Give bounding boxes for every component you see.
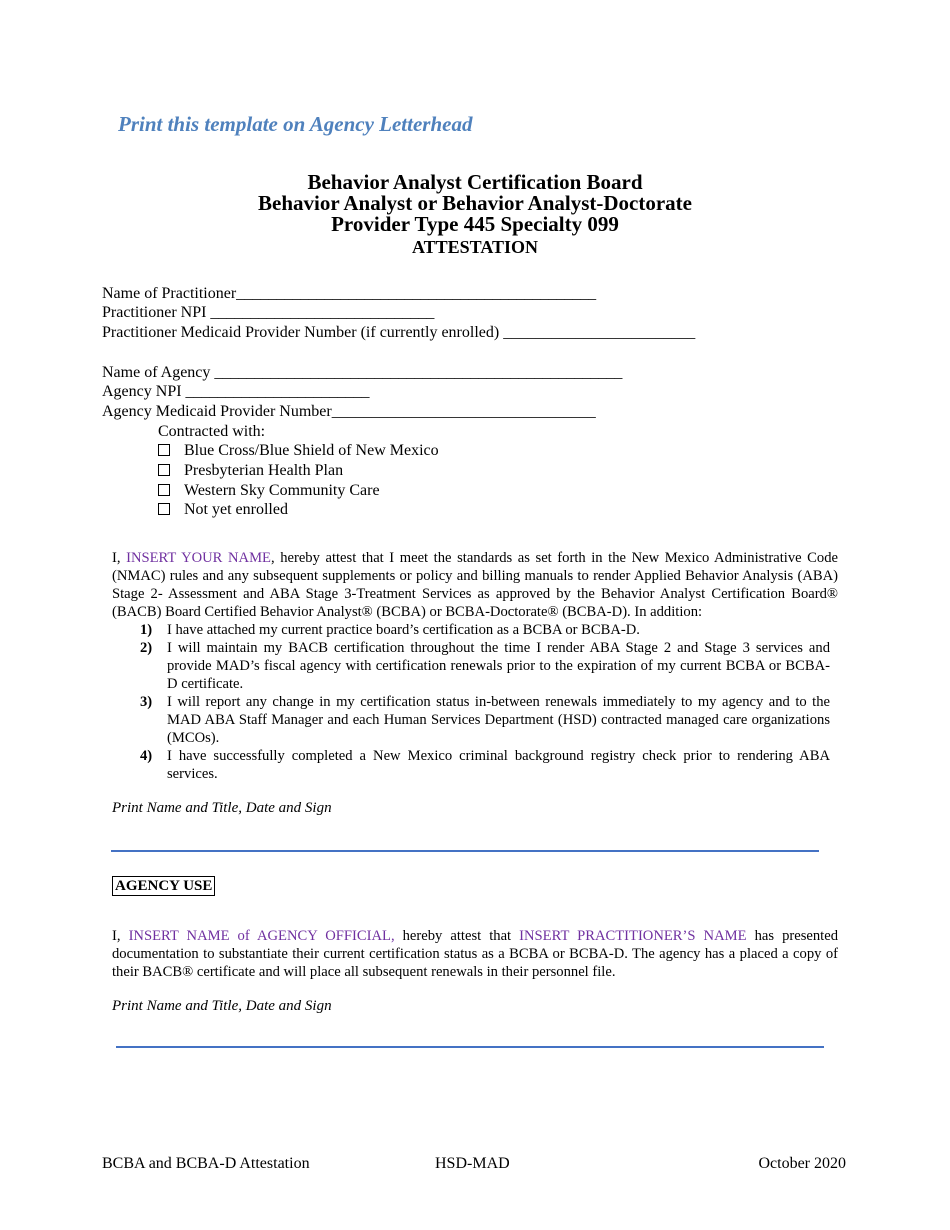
item-number: 1) [140, 622, 153, 638]
item-text: I will report any change in my certification status in-between renewals immediately to my agency and to the MAD ABA Staff Manager and each Human Services Department (HSD) contracted managed care organizations (MCOs). [167, 694, 830, 746]
footer-left: BCBA and BCBA-D Attestation [102, 1155, 310, 1172]
list-item [140, 621, 830, 639]
document-title [0, 172, 950, 259]
contract-option-label: Not yet enrolled [184, 501, 288, 518]
insert-agency-official: INSERT NAME of AGENCY OFFICIAL, [128, 928, 395, 944]
insert-practitioner-name: INSERT PRACTITIONER’S NAME [519, 928, 747, 944]
list-item [140, 747, 830, 783]
contract-option-label: Blue Cross/Blue Shield of New Mexico [184, 442, 439, 459]
item-number: 2) [140, 640, 153, 656]
letterhead-note: Print this template on Agency Letterhead [118, 112, 473, 136]
agency-sign-label: Print Name and Title, Date and Sign [112, 998, 332, 1014]
list-item [140, 639, 830, 693]
contract-option-label: Presbyterian Health Plan [184, 462, 344, 479]
agency-body: has presented documentation to substantiate their current certification status as a BCBA or BCBA-D. The agency has a placed a copy of their BACB® certificate and will place all subsequent renewals in their personnel file. [112, 928, 838, 980]
title-line-2: Behavior Analyst or Behavior Analyst-Doctorate [258, 191, 692, 215]
title-line-1: Behavior Analyst Certification Board [307, 170, 643, 194]
agency-attestation-paragraph [112, 927, 838, 981]
contract-option[interactable] [158, 442, 439, 460]
item-text: I have successfully completed a New Mexico criminal background registry check prior to rendering ABA services. [167, 748, 830, 782]
agency-name-field[interactable]: Name of Agency ___________________________________________________ [102, 364, 623, 381]
title-line-4: ATTESTATION [411, 237, 539, 257]
insert-your-name: INSERT YOUR NAME [126, 550, 271, 566]
contracted-label: Contracted with: [158, 423, 266, 440]
agency-npi-field[interactable]: Agency NPI _______________________ [102, 383, 370, 400]
checkbox[interactable] [158, 484, 170, 496]
agency-medicaid-field[interactable]: Agency Medicaid Provider Number_________________________________ [102, 403, 596, 420]
item-text: I will maintain my BACB certification throughout the time I render ABA Stage 2 and Stage 3 services and provide MAD’s fiscal agency with certification renewals prior to the expiration of my current BCBA or BCBA-D certificate. [167, 640, 830, 692]
contract-option[interactable] [158, 482, 380, 500]
checkbox[interactable] [158, 503, 170, 515]
agency-use-heading: AGENCY USE [112, 876, 215, 896]
contract-option[interactable] [158, 462, 343, 480]
attestation-body: , hereby attest that I meet the standards as set forth in the New Mexico Administrative Code (NMAC) rules and any subsequent supplements or policy and billing manuals to render Applied Behavior Analysis (ABA) Stage 2- Assessment and ABA Stage 3-Treatment Services as approved by the Behavior Analyst Certification Board® (BACB) Board Certified Behavior Analyst® (BCBA) or BCBA-Doctorate® (BCBA-D). In addition: [112, 550, 838, 620]
footer-right: October 2020 [758, 1155, 846, 1172]
attestation-list [140, 621, 830, 783]
contract-option[interactable] [158, 501, 288, 519]
checkbox[interactable] [158, 444, 170, 456]
item-number: 4) [140, 748, 153, 764]
practitioner-npi-field[interactable]: Practitioner NPI ____________________________ [102, 304, 435, 321]
agency-mid: hereby attest that [394, 928, 520, 944]
agency-prefix: I, [112, 928, 129, 944]
item-number: 3) [140, 694, 153, 710]
checkbox[interactable] [158, 464, 170, 476]
attestation-paragraph [112, 549, 838, 621]
attestation-prefix: I, [112, 550, 127, 566]
practitioner-medicaid-field[interactable]: Practitioner Medicaid Provider Number (if currently enrolled) ________________________ [102, 324, 696, 341]
title-line-3: Provider Type 445 Specialty 099 [331, 212, 619, 236]
footer-center: HSD-MAD [435, 1155, 510, 1172]
signature-line[interactable] [111, 850, 819, 852]
list-item [140, 693, 830, 747]
agency-signature-line[interactable] [116, 1046, 824, 1048]
item-text: I have attached my current practice board’s certification as a BCBA or BCBA-D. [167, 622, 640, 638]
practitioner-name-field[interactable]: Name of Practitioner_____________________________________________ [102, 285, 597, 302]
contract-option-label: Western Sky Community Care [184, 482, 380, 499]
sign-label: Print Name and Title, Date and Sign [112, 800, 332, 816]
